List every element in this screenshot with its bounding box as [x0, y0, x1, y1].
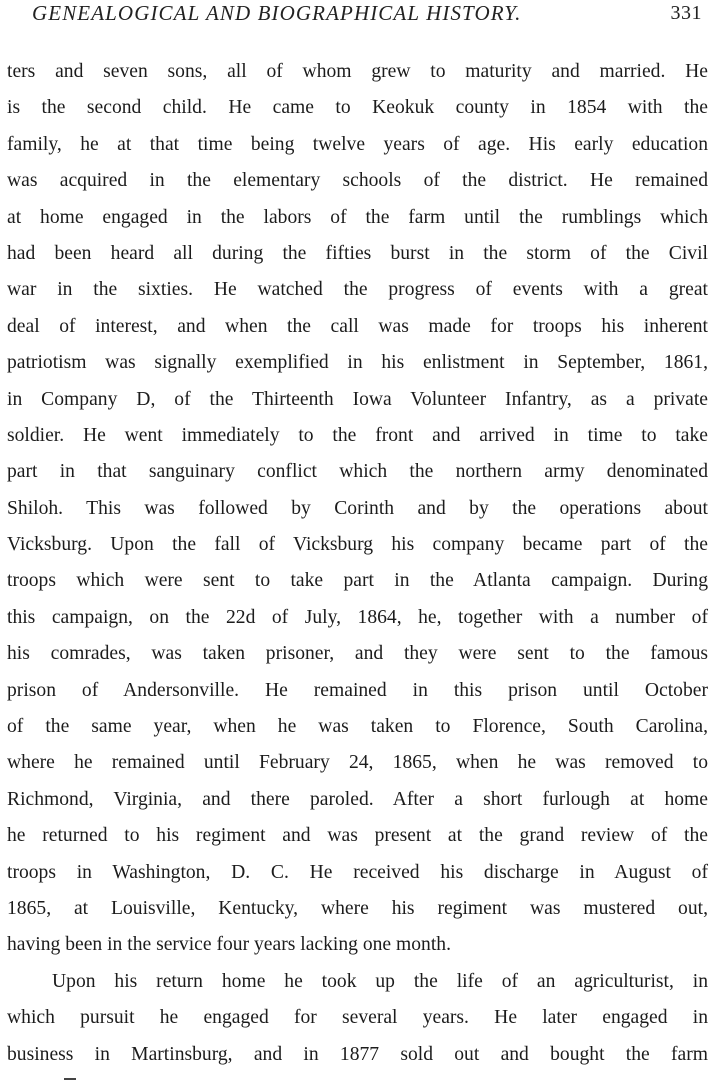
- text-line: 1865, at Louisville, Kentucky, where his regiment was mustered out,: [7, 897, 708, 919]
- body-text: [0, 54, 716, 1073]
- text-line: had been heard all during the fifties burst in the storm of the Civil: [7, 242, 708, 264]
- text-line: family, he at that time being twelve years of age. His early education: [7, 133, 708, 155]
- text-line: where he remained until February 24, 1865, when he was removed to: [7, 752, 708, 774]
- text-line: this campaign, on the 22d of July, 1864, he, together with a number of: [7, 606, 708, 628]
- page-header: [0, 0, 716, 34]
- text-line: deal of interest, and when the call was made for troops his inherent: [7, 315, 708, 337]
- text-line: soldier. He went immediately to the front and arrived in time to take: [7, 424, 708, 446]
- text-line: prison of Andersonville. He remained in this prison until October: [7, 679, 708, 701]
- text-line: troops in Washington, D. C. He received his discharge in August of: [7, 861, 708, 883]
- text-line: business in Martinsburg, and in 1877 sold out and bought the farm: [7, 1043, 708, 1065]
- text-line: which pursuit he engaged for several years. He later engaged in: [7, 1007, 708, 1029]
- text-line: is the second child. He came to Keokuk county in 1854 with the: [7, 97, 708, 119]
- text-line: his comrades, was taken prisoner, and they were sent to the famous: [7, 643, 708, 665]
- text-line: Vicksburg. Upon the fall of Vicksburg his company became part of the: [7, 534, 708, 556]
- running-title: GENEALOGICAL AND BIOGRAPHICAL HISTORY.: [32, 1, 522, 25]
- text-line: troops which were sent to take part in the Atlanta campaign. During: [7, 570, 708, 592]
- text-line: patriotism was signally exemplified in his enlistment in September, 1861,: [7, 352, 708, 374]
- text-line: Richmond, Virginia, and there paroled. After a short furlough at home: [7, 788, 708, 810]
- text-line: was acquired in the elementary schools of the district. He remained: [7, 170, 708, 192]
- text-line: war in the sixties. He watched the progress of events with a great: [7, 279, 708, 301]
- text-line: part in that sanguinary conflict which the northern army denominated: [7, 461, 708, 483]
- text-line: in Company D, of the Thirteenth Iowa Volunteer Infantry, as a private: [7, 388, 708, 410]
- text-line: ters and seven sons, all of whom grew to maturity and married. He: [7, 61, 708, 82]
- text-line: at home engaged in the labors of the farm until the rumblings which: [7, 206, 708, 228]
- text-line: Shiloh. This was followed by Corinth and by the operations about: [7, 497, 708, 519]
- scan-artifact-mark: [64, 1078, 76, 1080]
- page-number: 331: [670, 2, 702, 24]
- text-line: he returned to his regiment and was present at the grand review of the: [7, 825, 708, 847]
- text-line: Upon his return home he took up the life of an agriculturist, in: [52, 970, 708, 992]
- text-line: of the same year, when he was taken to Florence, South Carolina,: [7, 716, 708, 738]
- text-line: having been in the service four years lacking one month.: [7, 934, 451, 956]
- paragraph: [0, 54, 716, 964]
- paragraph: [0, 964, 716, 1073]
